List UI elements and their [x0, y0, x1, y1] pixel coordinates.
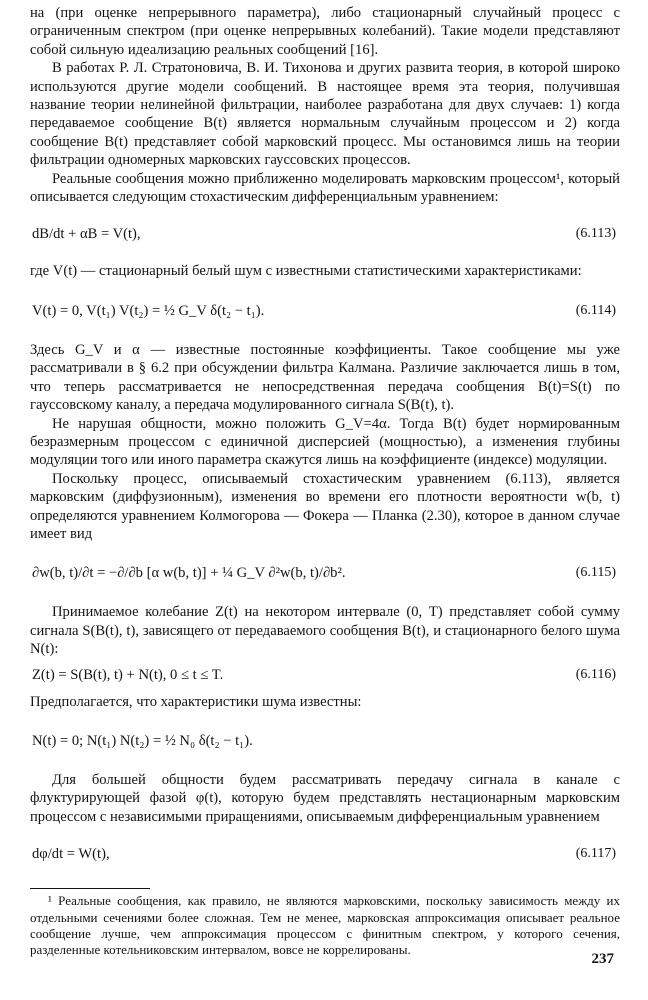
- equation-number: (6.114): [575, 302, 616, 318]
- paragraph-kolmogorov: Поскольку процесс, описываемый стохастическим уравнением (6.113), является марковским (диффузионным), изменения во времени его плотности вероятности w(b, t) определяются уравнением Колмогорова — Фокера — Планка (2.30), которое в данном случае имеет вид: [30, 470, 620, 542]
- equation-body: dφ/dt = W(t),: [32, 845, 110, 862]
- equation-6-116: [30, 665, 620, 687]
- footnote-rule: [30, 888, 150, 889]
- paragraph-modeling: Реальные сообщения можно приближенно моделировать марковским процессом¹, который описывается следующим стохастическим дифференциальным уравнением:: [30, 170, 620, 206]
- paragraph-normalization: Не нарушая общности, можно положить G_V=4α. Тогда B(t) будет нормированным безразмерным процессом с единичной дисперсией (мощностью), а изменения глубины модуляции того или иного параметра скажутся лишь на коэффициенте (индексе) модуляции.: [30, 415, 620, 469]
- equation-body: dB/dt + αB = V(t),: [32, 226, 141, 243]
- paragraph-continuation: на (при оценке непрерывного параметра), либо стационарный случайный процесс с ограниченным спектром (при оценке непрерывных колебаний). Такие модели представляют собой сильную идеализацию реальных сообщений [16].: [30, 5, 620, 58]
- equation-number: (6.115): [575, 565, 616, 581]
- equation-6-117: [30, 832, 620, 876]
- paragraph-received-signal: Принимаемое колебание Z(t) на некотором интервале (0, T) представляет собой сумму сигнала S(B(t), t), зависящего от передаваемого сообщения B(t), и стационарного белого шума N(t):: [30, 604, 620, 658]
- page-number: 237: [591, 950, 614, 967]
- equation-body: Z(t) = S(B(t), t) + N(t), 0 ≤ t ≤ T.: [32, 667, 224, 684]
- equation-number: (6.116): [575, 667, 616, 683]
- footnote: ¹ Реальные сообщения, как правило, не являются марковскими, поскольку зависимость между их отдельными сечениями более сложная. Тем не менее, марковская аппроксимация описывает реальное сообщение лучше, чем аппроксимация процессом с финитным спектром, у которого сечения, разделенные котельниковским интервалом, вовсе не коррелированы.: [30, 893, 620, 958]
- equation-noise: [30, 717, 620, 765]
- paragraph-theory: В работах Р. Л. Стратоновича, В. И. Тихонова и других развита теория, в которой широко используются другие модели сообщений. В настоящее время эта теория, получившая название теории нелинейной фильтрации, наиболее разработана для двух случаев: 1) когда передаваемое сообщение B(t) является нормальным случайным процессом и 2) когда сообщение B(t) представляет собой марковский процесс. Мы остановимся лишь на теории фильтрации одномерных марковских гауссовских процессов.: [30, 60, 620, 169]
- equation-6-114: [30, 287, 620, 335]
- equation-6-113: [30, 212, 620, 256]
- equation-body: ∂w(b, t)/∂t = −∂/∂b [α w(b, t)] + ¼ G_V ∂²w(b, t)/∂b².: [32, 565, 346, 582]
- equation-number: (6.117): [575, 845, 616, 861]
- equation-6-115: [30, 549, 620, 597]
- equation-body: N(t) = 0; N(t₁) N(t₂) = ½ N₀ δ(t₂ − t₁).: [32, 732, 253, 749]
- paragraph-coefficients: Здесь G_V и α — известные постоянные коэффициенты. Такое сообщение мы уже рассматривали в § 6.2 при обсуждении фильтра Калмана. Различие заключается лишь в том, что теперь рассматривается не непосредственная передача сообщения B(t)=S(t) по гауссовскому каналу, а передача модулированного сигнала S(B(t), t).: [30, 341, 620, 414]
- equation-body: V(t) = 0, V(t₁) V(t₂) = ½ G_V δ(t₂ − t₁).: [32, 302, 265, 319]
- paragraph-noise-known: Предполагается, что характеристики шума известны:: [30, 693, 362, 710]
- equation-number: (6.113): [575, 226, 616, 242]
- paragraph-phase: Для большей общности будем рассматривать передачу сигнала в канале с флуктурирующей фазой φ(t), которую будем представлять нестационарным марковским процессом с независимыми приращениями, описываемым дифференциальным уравнением: [30, 771, 620, 825]
- paragraph-white-noise: где V(t) — стационарный белый шум с известными статистическими характеристиками:: [30, 263, 582, 280]
